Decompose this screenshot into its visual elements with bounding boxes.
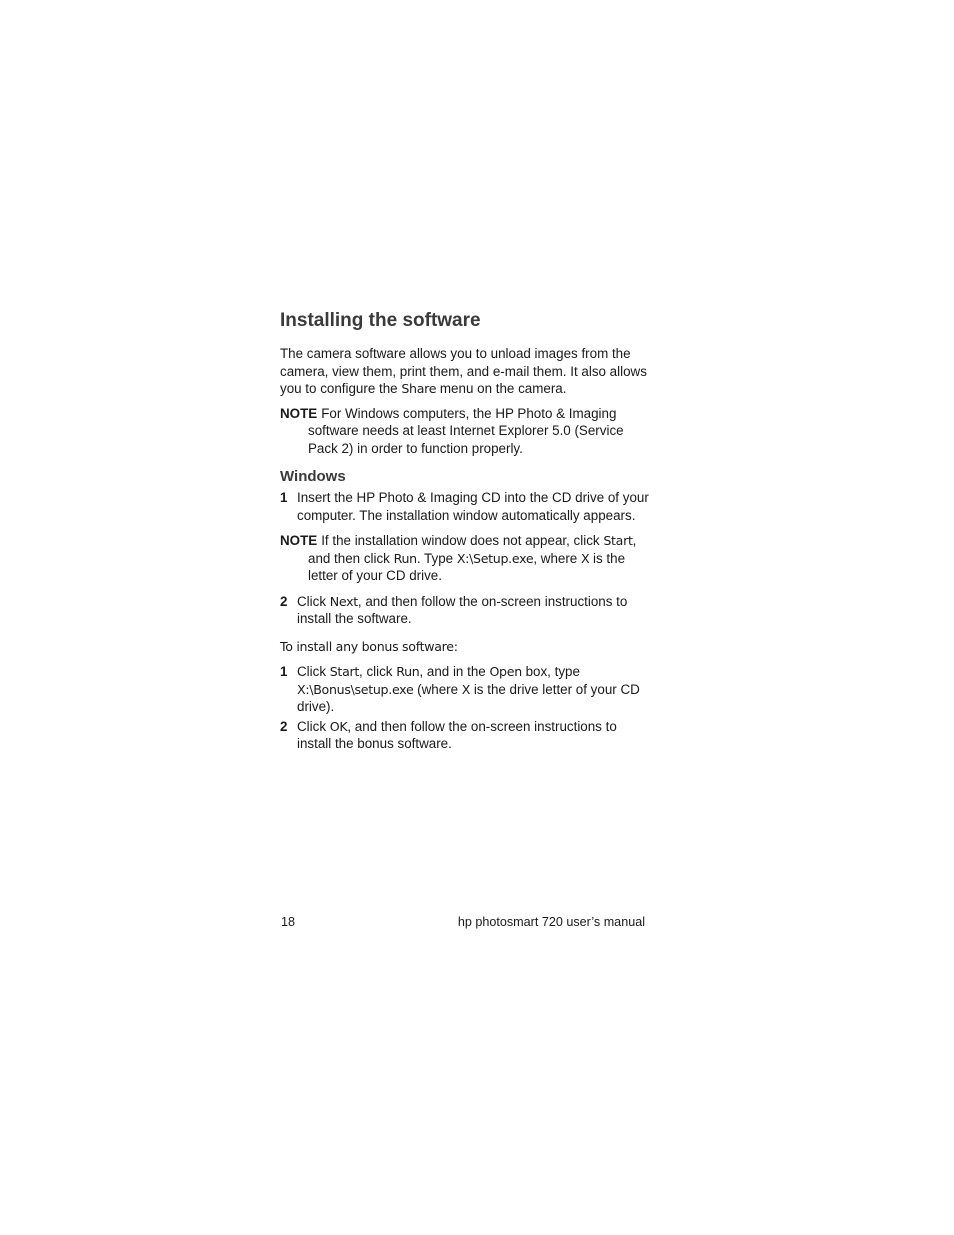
drive-letter-term: X xyxy=(580,550,590,566)
note-label: NOTE xyxy=(280,405,318,421)
windows-step-2 xyxy=(280,593,652,628)
bonus-step-2 xyxy=(280,718,652,753)
page-content xyxy=(280,309,652,761)
ok-term: OK xyxy=(329,718,348,734)
note-installation-window xyxy=(280,532,652,585)
step-text-4: box, type xyxy=(521,664,580,679)
bonus-step-1 xyxy=(280,663,652,716)
next-term: Next xyxy=(329,593,358,609)
page-title: Installing the software xyxy=(280,310,481,331)
step-number: 1 xyxy=(280,664,288,679)
run-term: Run xyxy=(393,550,417,566)
note-text-2: , and then click xyxy=(308,533,637,566)
intro-text-1: The camera software allows you to unload images from the camera, view them, print them, and e-mail them. It also allows you to configure the xyxy=(280,346,647,396)
step-number: 2 xyxy=(280,593,288,609)
manual-title: hp photosmart 720 user’s manual xyxy=(457,915,645,929)
step-text-1: Click xyxy=(297,664,330,679)
step-text-2: , and then follow the on-screen instructions to install the software. xyxy=(297,593,628,626)
run-term: Run xyxy=(396,664,420,679)
note-text: For Windows computers, the HP Photo & Imaging software needs at least Internet Explorer 5.0 (Service Pack 2) in order to function properly. xyxy=(308,405,624,456)
step-text-1: Click xyxy=(297,593,330,609)
start-term: Start xyxy=(329,664,359,679)
note-text-5: is the letter of your CD drive. xyxy=(308,550,626,583)
bonus-subheading: To install any bonus software: xyxy=(280,638,458,654)
step-text-1: Click xyxy=(297,718,330,734)
note-label: NOTE xyxy=(280,533,318,548)
step-text xyxy=(297,718,652,753)
bonus-path-term: X:\Bonus\setup.exe xyxy=(297,681,414,697)
note-text-3: . Type xyxy=(416,550,457,566)
step-number: 2 xyxy=(280,718,288,734)
step-text: Insert the HP Photo & Imaging CD into the CD drive of your computer. The installation window automatically appears. xyxy=(297,490,649,523)
step-text-2: , and then follow the on-screen instructions to install the bonus software. xyxy=(297,718,617,751)
step-text xyxy=(297,663,652,716)
note-text-4: , where xyxy=(533,550,581,566)
step-text-3: , and in the xyxy=(419,664,490,679)
drive-letter-term: X xyxy=(461,681,471,697)
step-text xyxy=(297,593,652,628)
note-ie-requirement xyxy=(280,405,652,458)
page-number: 18 xyxy=(281,915,296,929)
setup-path-term: X:\Setup.exe xyxy=(456,550,534,566)
step-text-6: is the drive letter of your CD drive). xyxy=(297,681,640,714)
open-term: Open xyxy=(489,664,522,679)
intro-text-2: menu on the camera. xyxy=(436,381,567,396)
step-number: 1 xyxy=(280,490,288,505)
windows-heading: Windows xyxy=(280,468,346,485)
windows-step-1 xyxy=(280,489,652,524)
intro-paragraph xyxy=(280,345,652,398)
step-text-2: , click xyxy=(359,664,397,679)
note-text-1: If the installation window does not appear, click xyxy=(321,533,604,548)
share-menu-term: Share xyxy=(401,381,437,396)
step-text-5: (where xyxy=(413,681,462,697)
start-term: Start xyxy=(603,533,633,548)
